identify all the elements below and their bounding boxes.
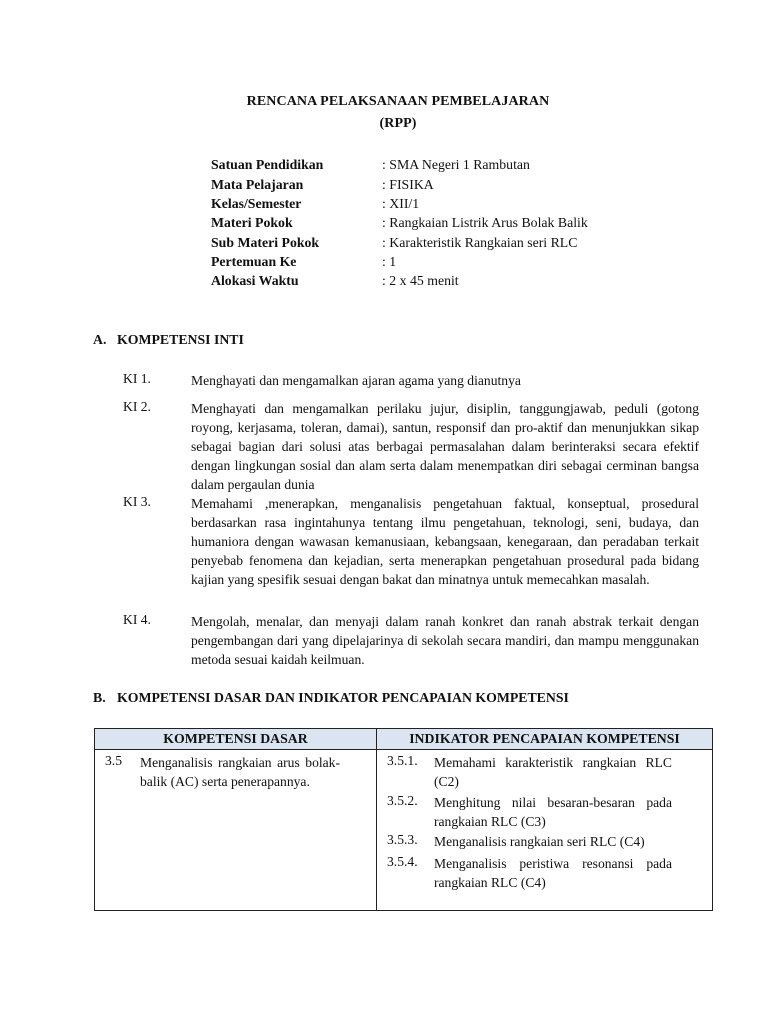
identity-value: : Rangkaian Listrik Arus Bolak Balik <box>382 215 588 230</box>
ki-code: KI 2. <box>123 399 151 414</box>
ki-code: KI 4. <box>123 612 151 627</box>
section-b-heading <box>93 690 569 706</box>
indicator-number: 3.5.3. <box>387 832 418 847</box>
ipk-header-cell: INDIKATOR PENCAPAIAN KOMPETENSI <box>409 731 680 746</box>
section-letter: A. <box>93 332 107 347</box>
identity-label: Mata Pelajaran <box>211 177 304 192</box>
document-subtitle: (RPP) <box>379 116 417 131</box>
kd-table-divider <box>376 729 377 910</box>
identity-value: : 1 <box>382 254 397 269</box>
identity-label: Materi Pokok <box>211 215 293 230</box>
identity-label: Pertemuan Ke <box>211 254 297 269</box>
section-a-heading <box>93 332 244 348</box>
kd-table <box>94 728 713 911</box>
indicator-number: 3.5.1. <box>387 753 418 768</box>
indicator-text: Memahami karakteristik rangkaian RLC (C2) <box>434 755 672 789</box>
identity-label: Kelas/Semester <box>211 196 302 211</box>
ki-text: Mengolah, menalar, dan menyaji dalam ranah konkret dan ranah abstrak terkait dengan pengembangan dari yang dipelajarinya di sekolah secara mandiri, dan mampu menggunakan metoda sesuai kaidah keilmuan. <box>191 614 699 667</box>
document-title: RENCANA PELAKSANAAN PEMBELAJARAN <box>246 94 550 109</box>
kd-header-cell: KOMPETENSI DASAR <box>163 731 308 746</box>
ki-text: Memahami ,menerapkan, menganalisis pengetahuan faktual, konseptual, prosedural berdasarkan rasa ingintahunya tentang ilmu pengetahuan, teknologi, seni, budaya, dan humaniora dengan wawasan kemanusiaan, kebangsaan, kenegaraan, dan peradaban terkait penyebab fenomena dan kejadian, serta menerapkan pengetahuan prosedural pada bidang kajian yang spesifik sesuai dengan bakat dan minatnya untuk memecahkan masalah. <box>191 496 699 587</box>
kd-text: Menganalisis rangkaian arus bolak-balik (AC) serta penerapannya. <box>140 755 340 789</box>
kd-number: 3.5 <box>105 753 122 768</box>
ki-text: Menghayati dan mengamalkan perilaku jujur, disiplin, tanggungjawab, peduli (gotong royong, kerjasama, toleran, damai), santun, responsif dan pro-aktif dan menunjukkan sikap sebagai bagian dari solusi atas berbagai permasalahan dalam berinteraksi secara efektif dengan lingkungan sosial dan alam serta dalam menempatkan diri sebagai cerminan bangsa dalam pergaulan dunia <box>191 401 699 492</box>
identity-value: : XII/1 <box>382 196 420 211</box>
identity-label: Sub Materi Pokok <box>211 235 320 250</box>
indicator-text: Menganalisis peristiwa resonansi pada rangkaian RLC (C4) <box>434 856 672 890</box>
ki-code: KI 3. <box>123 494 151 509</box>
ki-code: KI 1. <box>123 371 151 386</box>
ki-text: Menghayati dan mengamalkan ajaran agama yang dianutnya <box>191 373 521 388</box>
identity-label: Alokasi Waktu <box>211 273 299 288</box>
identity-value: : FISIKA <box>382 177 434 192</box>
section-title: KOMPETENSI INTI <box>117 332 244 347</box>
identity-label: Satuan Pendidikan <box>211 157 324 172</box>
section-letter: B. <box>93 690 106 705</box>
identity-value: : 2 x 45 menit <box>382 273 459 288</box>
indicator-number: 3.5.4. <box>387 854 418 869</box>
indicator-number: 3.5.2. <box>387 793 418 808</box>
indicator-text: Menganalisis rangkaian seri RLC (C4) <box>434 834 645 849</box>
section-title: KOMPETENSI DASAR DAN INDIKATOR PENCAPAIAN KOMPETENSI <box>117 690 569 705</box>
identity-value: : Karakteristik Rangkaian seri RLC <box>382 235 578 250</box>
identity-value: : SMA Negeri 1 Rambutan <box>382 157 530 172</box>
indicator-text: Menghitung nilai besaran-besaran pada rangkaian RLC (C3) <box>434 795 672 829</box>
